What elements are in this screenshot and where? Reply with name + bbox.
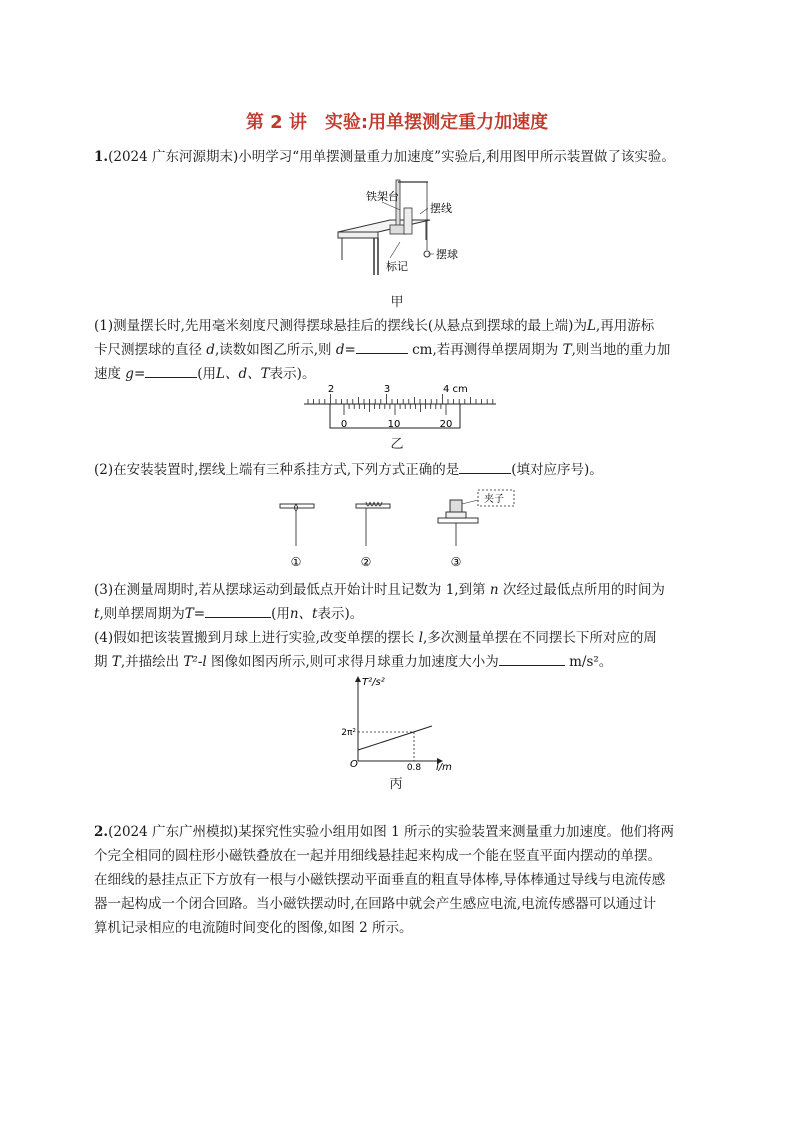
tick-label-4cm: 4 cm [443, 384, 468, 395]
q1-source: (2024 广东河源期末) [108, 149, 239, 165]
q2-line1: 2.(2024 广东广州模拟)某探究性实验小组用如图 1 所示的实验装置来测量重力加速度。他们将两 [94, 824, 674, 840]
q1-part1-line1: (1)测量摆长时,先用毫米刻度尺测得摆球悬挂后的摆线长(从悬点到摆球的最上端)为L,再用游标 [94, 318, 655, 334]
tick-label-2: 2 [327, 384, 335, 395]
way-label-3: ③ [450, 555, 462, 569]
q1-part2: (2)在安装装置时,摆线上端有三种系挂方式,下列方式正确的是 (填对应序号)。 [94, 462, 603, 478]
vernier-label-0: 0 [340, 419, 348, 430]
vernier-scale-ticks [344, 404, 446, 415]
q1-intro: 1.(2024 广东河源期末)小明学习“用单摆测量重力加速度”实验后,利用图甲所示装置做了该实验。 [94, 149, 675, 165]
x-tick-label: 0.8 [406, 763, 422, 773]
caption-jia: 甲 [390, 295, 404, 310]
label-mark: 标记 [386, 260, 408, 273]
label-line: 摆线 [430, 202, 452, 215]
q2-line2: 个完全相同的圆柱形小磁铁叠放在一起并用细线悬挂起来构成一个能在竖直平面内摆动的单摆。 [94, 848, 661, 864]
q2-line5: 算机记录相应的电流随时间变化的图像,如图 2 所示。 [94, 920, 413, 936]
q2-line4: 器一起构成一个闭合回路。当小磁铁摆动时,在回路中就会产生感应电流,电流传感器可以通过计 [94, 896, 657, 912]
q1-part1-line3: 速度 g= (用L、d、T表示)。 [94, 366, 316, 382]
figure-hanging-ways [270, 488, 530, 574]
table-top [338, 220, 430, 232]
q1-number: 1. [94, 149, 109, 165]
y-tick-label: 2π² [341, 728, 356, 738]
label-ball: 摆球 [436, 248, 458, 261]
q1-part4-line1: (4)假如把该装置搬到月球上进行实验,改变单摆的摆长 l,多次测量单摆在不同摆长下所对应的周 [94, 630, 657, 646]
way-label-1: ① [290, 555, 302, 569]
x-axis-label: l/m [436, 762, 452, 773]
q2-source: (2024 广东广州模拟) [108, 824, 239, 840]
figure-jia-apparatus [330, 170, 470, 280]
tick-label-3: 3 [383, 384, 391, 395]
figure-bing-graph [336, 673, 466, 773]
clip-label: 夹子 [484, 494, 504, 505]
answer-blank-d[interactable] [356, 340, 408, 354]
q1-part4-line2: 期 T,并描绘出 T²-l 图像如图丙所示,则可求得月球重力加速度大小为 m/s²。 [94, 654, 613, 670]
q1-part1-line2: 卡尺测摆球的直径 d,读数如图乙所示,则 d= cm,若再测得单摆周期为 T,则当地的重力加 [94, 342, 671, 358]
answer-blank-g[interactable] [145, 364, 197, 378]
q2-line3: 在细线的悬挂点正下方放有一根与小磁铁摆动平面垂直的粗直导体棒,导体棒通过导线与电流传感 [94, 872, 666, 888]
way-label-2: ② [360, 555, 372, 569]
vernier-label-10: 10 [387, 419, 401, 430]
q1-part3-line2: t,则单摆周期为T= (用n、t表示)。 [94, 606, 364, 622]
main-scale-ticks [308, 394, 493, 404]
label-stand: 铁架台 [366, 190, 399, 203]
answer-blank-way[interactable] [459, 460, 511, 474]
q1-part3-line1: (3)在测量周期时,若从摆球运动到最低点开始计时且记数为 1,到第 n 次经过最低点所用的时间为 [94, 582, 665, 598]
caption-bing: 丙 [389, 777, 403, 792]
page-title: 第 2 讲 实验:用单摆测定重力加速度 [245, 112, 549, 133]
q2-number: 2. [94, 824, 109, 840]
y-axis-label: T²/s² [362, 677, 385, 688]
vernier-label-20: 20 [439, 419, 453, 430]
origin-label: O [350, 759, 358, 770]
answer-blank-moon-g[interactable] [499, 652, 565, 666]
figure-yi-vernier [300, 382, 500, 432]
caption-yi: 乙 [390, 437, 404, 452]
answer-blank-period[interactable] [205, 604, 271, 618]
graph-line [358, 726, 432, 750]
